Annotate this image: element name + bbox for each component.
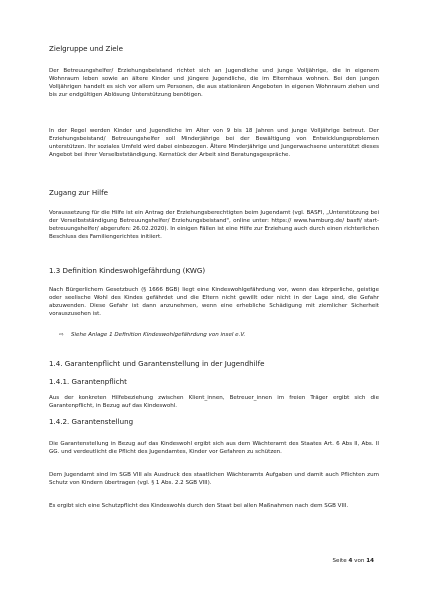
heading-zugang: Zugang zur Hilfe <box>49 188 108 197</box>
bullet-text: Siehe Anlage 1 Definition Kindeswohlgefährdung von insel e.V. <box>71 332 246 338</box>
paragraph-garantenpflicht-1: Aus der konkreten Hilfebeziehung zwischen Klient_innen, Betreuer_innen im freien Träger ergibt sich die Garantenpflicht, in Bezug auf das Kindeswohl. <box>49 395 379 410</box>
heading-garantenstellung: 1.4.2. Garantenstellung <box>49 417 134 426</box>
paragraph-garantenstellung-1: Die Garantenstellung in Bezug auf das Kindeswohl ergibt sich aus dem Wächteramt des Staates Art. 6 Abs II, Abs. II GG. und verdeutlicht die Pflicht des Jugendamtes, Kinder vor Gefahren zu schützen. <box>49 441 379 456</box>
heading-garantenpflicht: 1.4.1. Garantenpflicht <box>49 377 127 386</box>
paragraph-zugang-1: Voraussetzung für die Hilfe ist ein Antrag der Erziehungsberechtigten beim Jugendamt (vgl. BASFI, „Unterstützung bei der Verselbstständigung Betreuungshelfer/ Erziehungsbeistand", online unter: https:// www.hamburg.de/ basfi/ start-betreuungshelfer/ abgerufen: 26.02.2020). In einigen Fällen ist eine Hilfe zur Erziehung auch durch einen richterlichen Beschluss des Familiengerichtes initiiert. <box>49 210 379 241</box>
paragraph-garantenstellung-3: Es ergibt sich eine Schutzpflicht des Kindeswohls durch den Staat bei allen Maßnahmen nach dem SGB VIII. <box>49 503 349 509</box>
heading-zielgruppe: Zielgruppe und Ziele <box>49 44 123 53</box>
bullet-anlage-1 <box>59 331 245 339</box>
footer-total-pages: 14 <box>366 558 374 564</box>
heading-kwg: 1.3 Definition Kindeswohlgefährdung (KWG) <box>49 266 206 275</box>
page-footer <box>332 558 374 564</box>
paragraph-zielgruppe-1: Der Betreuungshelfer/ Erziehungsbeistand richtet sich an Jugendliche und junge Volljährige, die in eigenem Wohnraum leben sowie an ältere Kinder und jüngere Jugendliche, die im Elternhaus wohnen. Bei den jungen Volljährigen handelt es sich vor allem um Personen, die aus stationären Angeboten in eigenen Wohnraum ziehen und bis zur endgültigen Ablösung Unterstützung benötigen. <box>49 68 379 99</box>
footer-separator: von <box>352 558 367 564</box>
arrow-right-icon: ⇨ <box>59 332 64 338</box>
footer-prefix: Seite <box>332 558 349 564</box>
paragraph-kwg-1: Nach Bürgerlichem Gesetzbuch (§ 1666 BGB) liegt eine Kindeswohlgefährdung vor, wenn das körperliche, geistige oder seelische Wohl des Kindes gefährdet und die Eltern nicht gewillt oder nicht in der Lage sind, die Gefahr abzuwenden. Diese Gefahr ist dann anzunehmen, wenn eine erhebliche Schädigung mit ziemlicher Sicherheit vorauszusehen ist. <box>49 287 379 318</box>
heading-garanten: 1.4. Garantenpflicht und Garantenstellung in der Jugendhilfe <box>49 359 265 368</box>
paragraph-garantenstellung-2: Dem Jugendamt sind im SGB VIII als Ausdruck des staatlichen Wächteramts Aufgaben und damit auch Pflichten zum Schutz von Kindern übertragen (vgl. § 1 Abs. 2.2 SGB VIII). <box>49 472 379 487</box>
paragraph-zielgruppe-2: In der Regel werden Kinder und Jugendliche im Alter von 9 bis 18 Jahren und junge Volljährige betreut. Der Erziehungsbeistand/ Betreuungshelfer soll Minderjährige bei der Bewältigung von Entwicklungsproblemen unterstützen. Ihr soziales Umfeld wird dabei einbezogen. Ältere Minderjährige und Jungerwachsene unterstützt dieses Angebot bei ihrer Verselbstständigung. Kernstück der Arbeit sind Beratungsgespräche. <box>49 128 379 159</box>
footer-current-page: 4 <box>348 558 353 564</box>
